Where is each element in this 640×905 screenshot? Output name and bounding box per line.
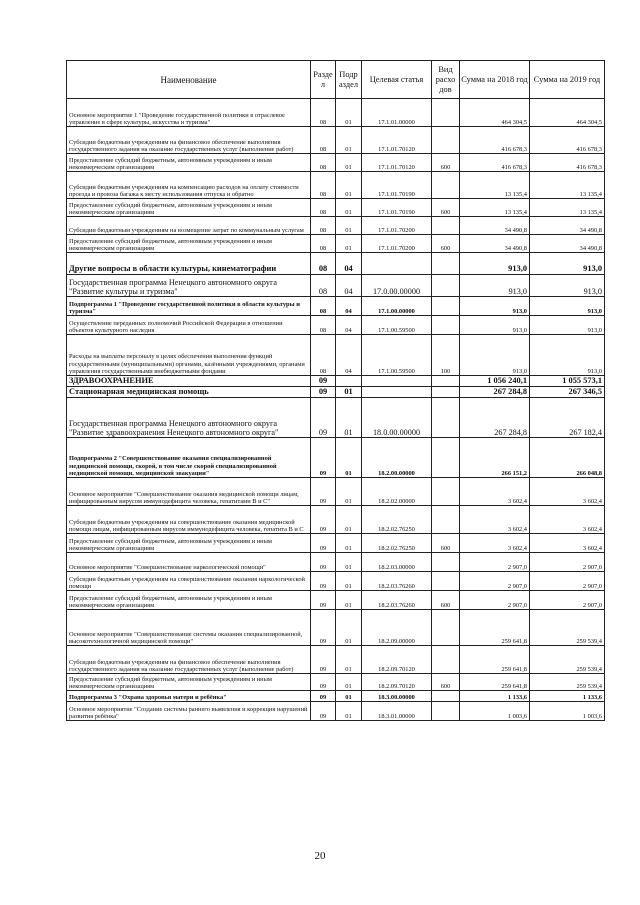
- cell-name: Основное мероприятие "Создание системы раннего выявления и коррекция нарушений развития ребёнка": [67, 702, 311, 721]
- cell-celevaya-statya: 17.1.01.70190: [362, 199, 432, 217]
- cell-name: Осуществление переданных полномочий Российской Федерации в отношении объектов культурного наследия: [67, 316, 311, 335]
- table-row: [67, 674, 605, 691]
- cell-sum-2019: 267 182,4: [530, 398, 605, 438]
- cell-podrazdel: 01: [336, 478, 362, 506]
- cell-podrazdel: 04: [336, 316, 362, 335]
- cell-razdel: 08: [311, 297, 336, 316]
- cell-sum-2019: 13 135,4: [530, 172, 605, 199]
- table-row: [67, 275, 605, 297]
- table-row: [67, 387, 605, 398]
- cell-sum-2018: 913,0: [460, 316, 530, 335]
- header-podrazdel: Подр аздел: [336, 61, 362, 99]
- cell-razdel: 09: [311, 674, 336, 691]
- cell-razdel: 08: [311, 275, 336, 297]
- cell-vid-rashodov: [432, 702, 460, 721]
- cell-sum-2018: 913,0: [460, 297, 530, 316]
- cell-sum-2019: 34 490,8: [530, 235, 605, 253]
- cell-name: Подпрограмма 2 "Совершенствование оказания специализированной медицинской помощи, скорой, в том числе скорой специализированной медицинской помощи, медицинской эвакуации": [67, 438, 311, 478]
- table-row: [67, 172, 605, 199]
- cell-name: Субсидии бюджетным учреждениям на компенсацию расходов на оплату стоимости проезда и провоза багажа к месту использования отпуска и обратно: [67, 172, 311, 199]
- cell-sum-2018: 267 284,8: [460, 387, 530, 398]
- table-row: [67, 398, 605, 438]
- cell-sum-2019: 3 602,4: [530, 478, 605, 506]
- table-row: [67, 235, 605, 253]
- cell-celevaya-statya: 18.2.09.00000: [362, 610, 432, 646]
- cell-razdel: 09: [311, 572, 336, 591]
- cell-celevaya-statya: 17.1.01.70200: [362, 217, 432, 235]
- cell-podrazdel: 01: [336, 553, 362, 572]
- cell-sum-2019: 1 133,6: [530, 691, 605, 702]
- table-row: [67, 438, 605, 478]
- cell-celevaya-statya: 17.1.00.59500: [362, 316, 432, 335]
- cell-razdel: 08: [311, 99, 336, 127]
- cell-podrazdel: 01: [336, 674, 362, 691]
- table-row: [67, 297, 605, 316]
- cell-podrazdel: 04: [336, 297, 362, 316]
- cell-razdel: 09: [311, 691, 336, 702]
- cell-podrazdel: 04: [336, 275, 362, 297]
- table-row: [67, 478, 605, 506]
- cell-sum-2018: 416 678,3: [460, 154, 530, 172]
- cell-razdel: 08: [311, 172, 336, 199]
- cell-name: Субсидии бюджетным учреждениям на возмещение затрат по коммунальным услугам: [67, 217, 311, 235]
- cell-sum-2018: 2 907,0: [460, 591, 530, 610]
- cell-sum-2018: 416 678,3: [460, 127, 530, 154]
- cell-name: Субсидии бюджетным учреждениям на совершенствование оказания медицинской помощи лицам, инфицированным вирусом иммунодефицита человека, гепатита В и С: [67, 506, 311, 534]
- cell-razdel: 09: [311, 398, 336, 438]
- cell-sum-2018: 913,0: [460, 275, 530, 297]
- cell-podrazdel: 01: [336, 702, 362, 721]
- cell-podrazdel: 01: [336, 199, 362, 217]
- cell-sum-2018: 266 151,2: [460, 438, 530, 478]
- cell-celevaya-statya: [362, 253, 432, 275]
- cell-celevaya-statya: 18.0.00.00000: [362, 398, 432, 438]
- cell-vid-rashodov: [432, 253, 460, 275]
- cell-vid-rashodov: [432, 316, 460, 335]
- cell-sum-2018: 267 284,8: [460, 398, 530, 438]
- cell-name: Предоставление субсидий бюджетным, автономным учреждениям и иным некоммерческим организациям: [67, 154, 311, 172]
- cell-vid-rashodov: [432, 646, 460, 674]
- cell-vid-rashodov: [432, 553, 460, 572]
- cell-sum-2019: 416 678,3: [530, 127, 605, 154]
- cell-podrazdel: 01: [336, 127, 362, 154]
- budget-table: [66, 60, 605, 721]
- cell-sum-2018: 3 602,4: [460, 478, 530, 506]
- cell-vid-rashodov: 100: [432, 335, 460, 376]
- cell-sum-2019: 913,0: [530, 316, 605, 335]
- cell-celevaya-statya: 17.1.01.00000: [362, 99, 432, 127]
- cell-razdel: 09: [311, 646, 336, 674]
- cell-razdel: 09: [311, 438, 336, 478]
- cell-podrazdel: 01: [336, 235, 362, 253]
- header-name: Наименование: [67, 61, 311, 99]
- cell-vid-rashodov: 600: [432, 154, 460, 172]
- cell-celevaya-statya: 17.1.01.70200: [362, 235, 432, 253]
- cell-razdel: 09: [311, 702, 336, 721]
- table-row: [67, 553, 605, 572]
- cell-podrazdel: 01: [336, 172, 362, 199]
- cell-sum-2018: 1 133,6: [460, 691, 530, 702]
- cell-podrazdel: 04: [336, 253, 362, 275]
- cell-sum-2019: 2 907,0: [530, 553, 605, 572]
- cell-name: Подпрограмма 1 "Проведение государственной политики в области культуры и туризма": [67, 297, 311, 316]
- cell-razdel: 09: [311, 534, 336, 553]
- cell-name: Субсидии бюджетным учреждениям на совершенствование оказания наркологической помощи: [67, 572, 311, 591]
- cell-sum-2018: 34 490,8: [460, 217, 530, 235]
- cell-celevaya-statya: [362, 376, 432, 387]
- cell-vid-rashodov: 600: [432, 674, 460, 691]
- cell-name: Субсидии бюджетным учреждениям на финансовое обеспечение выполнения государственного задания на оказание государственных услуг (выполнение работ): [67, 127, 311, 154]
- cell-vid-rashodov: [432, 506, 460, 534]
- cell-sum-2018: 2 907,0: [460, 553, 530, 572]
- cell-name: Предоставление субсидий бюджетным, автономным учреждениям и иным некоммерческим организациям: [67, 235, 311, 253]
- cell-celevaya-statya: 18.2.03.76260: [362, 572, 432, 591]
- cell-razdel: 08: [311, 199, 336, 217]
- cell-podrazdel: 01: [336, 99, 362, 127]
- cell-sum-2018: 913,0: [460, 335, 530, 376]
- cell-podrazdel: 01: [336, 572, 362, 591]
- cell-razdel: 08: [311, 335, 336, 376]
- table-row: [67, 217, 605, 235]
- cell-podrazdel: 01: [336, 691, 362, 702]
- table-row: [67, 127, 605, 154]
- budget-table-page: [66, 60, 604, 721]
- cell-sum-2018: 259 641,8: [460, 610, 530, 646]
- cell-sum-2018: 259 641,8: [460, 646, 530, 674]
- table-row: [67, 316, 605, 335]
- cell-razdel: 09: [311, 376, 336, 387]
- cell-name: Подпрограмма 3 "Охрана здоровья матери и ребёнка": [67, 691, 311, 702]
- cell-name: Другие вопросы в области культуры, кинематографии: [67, 253, 311, 275]
- table-row: [67, 610, 605, 646]
- cell-sum-2019: 913,0: [530, 253, 605, 275]
- cell-sum-2019: 1 003,6: [530, 702, 605, 721]
- cell-vid-rashodov: [432, 127, 460, 154]
- cell-sum-2019: 3 602,4: [530, 534, 605, 553]
- cell-sum-2018: 34 490,8: [460, 235, 530, 253]
- cell-sum-2018: 259 641,8: [460, 674, 530, 691]
- cell-celevaya-statya: 17.1.01.70120: [362, 127, 432, 154]
- table-row: [67, 376, 605, 387]
- cell-celevaya-statya: 18.2.03.76260: [362, 591, 432, 610]
- cell-name: Государственная программа Ненецкого автономного округа "Развитие здравоохранения Ненецкого автономного округа": [67, 398, 311, 438]
- cell-podrazdel: 01: [336, 387, 362, 398]
- cell-vid-rashodov: [432, 172, 460, 199]
- cell-vid-rashodov: 600: [432, 591, 460, 610]
- cell-sum-2019: 913,0: [530, 275, 605, 297]
- cell-sum-2019: 259 539,4: [530, 610, 605, 646]
- cell-name: Основное мероприятие "Совершенствование системы оказания специализированной, высокотехнологичной медицинской помощи": [67, 610, 311, 646]
- cell-sum-2019: 267 346,5: [530, 387, 605, 398]
- cell-sum-2019: 1 055 573,1: [530, 376, 605, 387]
- cell-podrazdel: 04: [336, 335, 362, 376]
- cell-razdel: 09: [311, 506, 336, 534]
- cell-sum-2018: 1 056 240,1: [460, 376, 530, 387]
- table-row: [67, 572, 605, 591]
- cell-razdel: 09: [311, 553, 336, 572]
- cell-vid-rashodov: [432, 398, 460, 438]
- table-row: [67, 335, 605, 376]
- cell-celevaya-statya: 18.2.02.76250: [362, 534, 432, 553]
- table-row: [67, 253, 605, 275]
- cell-razdel: 09: [311, 610, 336, 646]
- table-row: [67, 99, 605, 127]
- cell-sum-2018: 2 907,0: [460, 572, 530, 591]
- cell-sum-2019: 3 602,4: [530, 506, 605, 534]
- cell-vid-rashodov: 600: [432, 235, 460, 253]
- cell-celevaya-statya: 18.3.00.00000: [362, 691, 432, 702]
- cell-name: Предоставление субсидий бюджетным, автономным учреждениям и иным некоммерческим организациям: [67, 534, 311, 553]
- cell-sum-2019: 259 539,4: [530, 646, 605, 674]
- cell-vid-rashodov: [432, 297, 460, 316]
- cell-celevaya-statya: 18.2.09.70120: [362, 646, 432, 674]
- cell-sum-2019: 266 048,8: [530, 438, 605, 478]
- table-row: [67, 534, 605, 553]
- cell-sum-2019: 2 907,0: [530, 572, 605, 591]
- cell-razdel: 08: [311, 154, 336, 172]
- cell-podrazdel: 01: [336, 534, 362, 553]
- cell-name: Основное мероприятие 1 "Проведение государственной политики в отраслевое управление в сфере культуры, искусства и туризма": [67, 99, 311, 127]
- cell-vid-rashodov: [432, 691, 460, 702]
- cell-razdel: 08: [311, 217, 336, 235]
- cell-sum-2019: 913,0: [530, 297, 605, 316]
- cell-sum-2019: 913,0: [530, 335, 605, 376]
- header-sum-2018: Сумма на 2018 год: [460, 61, 530, 99]
- cell-celevaya-statya: [362, 387, 432, 398]
- cell-podrazdel: 01: [336, 154, 362, 172]
- cell-celevaya-statya: 18.2.02.76250: [362, 506, 432, 534]
- header-vid-rashodov: Вид расхо дов: [432, 61, 460, 99]
- cell-razdel: 09: [311, 591, 336, 610]
- cell-razdel: 08: [311, 127, 336, 154]
- table-header-row: [67, 61, 605, 99]
- cell-vid-rashodov: [432, 438, 460, 478]
- table-row: [67, 154, 605, 172]
- cell-vid-rashodov: [432, 217, 460, 235]
- table-row: [67, 702, 605, 721]
- cell-podrazdel: 01: [336, 591, 362, 610]
- cell-razdel: 08: [311, 316, 336, 335]
- cell-vid-rashodov: [432, 610, 460, 646]
- cell-podrazdel: 01: [336, 610, 362, 646]
- cell-podrazdel: 01: [336, 646, 362, 674]
- cell-celevaya-statya: 17.1.00.59500: [362, 335, 432, 376]
- cell-celevaya-statya: 17.1.00.00000: [362, 297, 432, 316]
- cell-podrazdel: 01: [336, 217, 362, 235]
- cell-podrazdel: [336, 376, 362, 387]
- cell-sum-2019: 464 304,5: [530, 99, 605, 127]
- cell-vid-rashodov: [432, 387, 460, 398]
- table-row: [67, 646, 605, 674]
- cell-celevaya-statya: 18.2.03.00000: [362, 553, 432, 572]
- cell-vid-rashodov: 600: [432, 199, 460, 217]
- cell-sum-2018: 3 602,4: [460, 534, 530, 553]
- header-sum-2019: Сумма на 2019 год: [530, 61, 605, 99]
- cell-celevaya-statya: 18.2.00.00000: [362, 438, 432, 478]
- header-celevaya-statya: Целевая статья: [362, 61, 432, 99]
- cell-celevaya-statya: 18.3.01.00000: [362, 702, 432, 721]
- cell-name: Предоставление субсидий бюджетным, автономным учреждениям и иным некоммерческим организациям: [67, 591, 311, 610]
- cell-sum-2018: 13 135,4: [460, 172, 530, 199]
- table-row: [67, 591, 605, 610]
- cell-sum-2018: 3 602,4: [460, 506, 530, 534]
- table-row: [67, 199, 605, 217]
- page-number: 20: [314, 850, 326, 862]
- cell-sum-2019: 2 907,0: [530, 591, 605, 610]
- cell-sum-2019: 34 490,8: [530, 217, 605, 235]
- cell-name: Субсидии бюджетным учреждениям на финансовое обеспечение выполнения государственного задания на оказание государственных услуг (выполнение работ): [67, 646, 311, 674]
- cell-sum-2019: 259 539,4: [530, 674, 605, 691]
- cell-vid-rashodov: [432, 275, 460, 297]
- cell-podrazdel: 01: [336, 506, 362, 534]
- cell-podrazdel: 01: [336, 398, 362, 438]
- cell-razdel: 09: [311, 387, 336, 398]
- cell-sum-2019: 13 135,4: [530, 199, 605, 217]
- cell-name: ЗДРАВООХРАНЕНИЕ: [67, 376, 311, 387]
- cell-vid-rashodov: [432, 572, 460, 591]
- cell-celevaya-statya: 18.2.02.00000: [362, 478, 432, 506]
- cell-name: Основное мероприятие "Совершенствование наркологической помощи": [67, 553, 311, 572]
- cell-vid-rashodov: [432, 478, 460, 506]
- cell-name: Расходы на выплаты персоналу в целях обеспечения выполнения функций государственными (муниципальными) органами, казёнными учреждениями, органами управления государственными внебюджетными фондами: [67, 335, 311, 376]
- cell-celevaya-statya: 18.2.09.70120: [362, 674, 432, 691]
- cell-name: Предоставление субсидий бюджетным, автономным учреждениям и иным некоммерческим организациям: [67, 674, 311, 691]
- cell-sum-2019: 416 678,3: [530, 154, 605, 172]
- cell-name: Государственная программа Ненецкого автономного округа "Развитие культуры и туризма": [67, 275, 311, 297]
- cell-razdel: 08: [311, 253, 336, 275]
- cell-sum-2018: 13 135,4: [460, 199, 530, 217]
- cell-name: Основное мероприятие "Совершенствование оказания медицинской помощи лицам, инфицированным вирусом иммунодефицита человека, гепатитами В и С": [67, 478, 311, 506]
- cell-celevaya-statya: 17.1.01.70120: [362, 154, 432, 172]
- cell-sum-2018: 464 304,5: [460, 99, 530, 127]
- cell-name: Предоставление субсидий бюджетным, автономным учреждениям и иным некоммерческим организациям: [67, 199, 311, 217]
- cell-celevaya-statya: 17.1.01.70190: [362, 172, 432, 199]
- cell-vid-rashodov: 600: [432, 534, 460, 553]
- cell-name: Стационарная медицинская помощь: [67, 387, 311, 398]
- cell-celevaya-statya: 17.0.00.00000: [362, 275, 432, 297]
- cell-razdel: 09: [311, 478, 336, 506]
- table-row: [67, 506, 605, 534]
- header-razdel: Разде л: [311, 61, 336, 99]
- cell-sum-2018: 1 003,6: [460, 702, 530, 721]
- cell-vid-rashodov: [432, 99, 460, 127]
- cell-vid-rashodov: [432, 376, 460, 387]
- cell-sum-2018: 913,0: [460, 253, 530, 275]
- cell-podrazdel: 01: [336, 438, 362, 478]
- table-row: [67, 691, 605, 702]
- cell-razdel: 08: [311, 235, 336, 253]
